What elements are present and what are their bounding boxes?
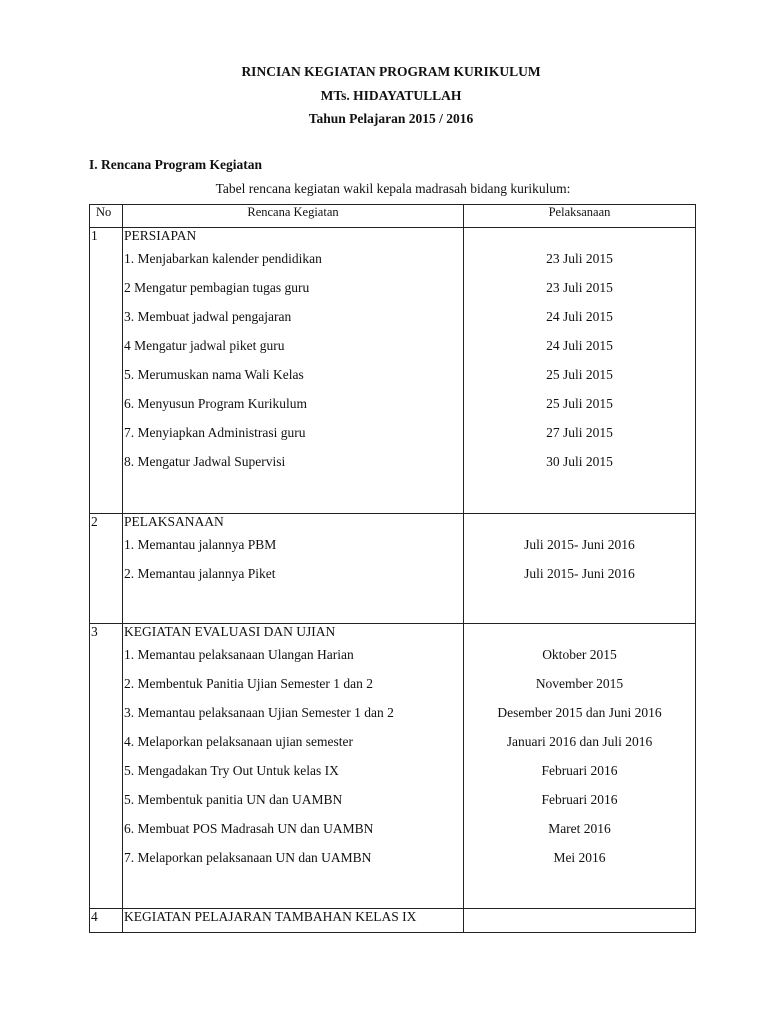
date-cell (464, 228, 696, 514)
activity-item: 3. Membuat jadwal pengajaran (124, 309, 292, 324)
activity-date: Oktober 2015 (542, 647, 617, 662)
date-cell (464, 514, 696, 624)
activity-item: 1. Menjabarkan kalender pendidikan (124, 251, 322, 266)
section-title: PELAKSANAAN (124, 514, 224, 529)
section-number: 2 (91, 514, 98, 529)
activity-date: November 2015 (535, 676, 624, 691)
activity-date: Juli 2015- Juni 2016 (524, 566, 635, 581)
activity-date: 24 Juli 2015 (546, 338, 613, 353)
activity-item: 5. Membentuk panitia UN dan UAMBN (124, 792, 343, 807)
table-intro: Tabel rencana kegiatan wakil kepala madrasah bidang kurikulum: (215, 181, 571, 196)
column-header-date: Pelaksanaan (464, 205, 696, 228)
section-number: 4 (91, 909, 98, 924)
section-number-cell (90, 228, 123, 514)
table-header-row (90, 205, 696, 228)
activity-item: 4. Melaporkan pelaksanaan ujian semester (124, 734, 354, 749)
activity-cell (123, 514, 464, 624)
activity-date: Desember 2015 dan Juni 2016 (497, 705, 662, 720)
activity-date: 30 Juli 2015 (546, 454, 613, 469)
activity-item: 2. Memantau jalannya Piket (124, 566, 276, 581)
activity-item: 6. Membuat POS Madrasah UN dan UAMBN (124, 821, 374, 836)
activity-item: 1. Memantau jalannya PBM (124, 537, 277, 552)
academic-year: Tahun Pelajaran 2015 / 2016 (308, 111, 474, 126)
section-title: PERSIAPAN (124, 228, 197, 243)
activity-date: Januari 2016 dan Juli 2016 (506, 734, 653, 749)
document-title: RINCIAN KEGIATAN PROGRAM KURIKULUM (241, 64, 541, 79)
activity-date: 27 Juli 2015 (546, 425, 613, 440)
activity-item: 1. Memantau pelaksanaan Ulangan Harian (124, 647, 354, 662)
activity-cell (123, 909, 464, 933)
activity-item: 8. Mengatur Jadwal Supervisi (124, 454, 286, 469)
activity-item: 4 Mengatur jadwal piket guru (124, 338, 285, 353)
section-number-cell (90, 514, 123, 624)
column-header-activity: Rencana Kegiatan (123, 205, 464, 228)
activity-date: Februari 2016 (541, 763, 618, 778)
section-number: 1 (91, 228, 98, 243)
activity-item: 6. Menyusun Program Kurikulum (124, 396, 307, 411)
activity-cell (123, 228, 464, 514)
activity-date: Maret 2016 (548, 821, 611, 836)
activity-item: 3. Memantau pelaksanaan Ujian Semester 1 dan 2 (124, 705, 394, 720)
activity-date: 23 Juli 2015 (546, 280, 613, 295)
activity-date: Mei 2016 (553, 850, 606, 865)
activity-date: 23 Juli 2015 (546, 251, 613, 266)
section-title: KEGIATAN EVALUASI DAN UJIAN (124, 624, 336, 639)
school-name: MTs. HIDAYATULLAH (320, 88, 462, 103)
column-header-no: No (90, 205, 123, 228)
activity-item: 2 Mengatur pembagian tugas guru (124, 280, 310, 295)
activity-date: 24 Juli 2015 (546, 309, 613, 324)
section-number-cell (90, 909, 123, 933)
table-row (90, 624, 696, 909)
section-heading: I. Rencana Program Kegiatan (89, 157, 262, 172)
activity-item: 2. Membentuk Panitia Ujian Semester 1 dan 2 (124, 676, 373, 691)
section-number: 3 (91, 624, 98, 639)
table-row (90, 514, 696, 624)
activity-date: 25 Juli 2015 (546, 367, 613, 382)
activity-item: 5. Mengadakan Try Out Untuk kelas IX (124, 763, 339, 778)
activity-cell (123, 624, 464, 909)
activity-date: 25 Juli 2015 (546, 396, 613, 411)
date-cell (464, 909, 696, 933)
activity-item: 7. Menyiapkan Administrasi guru (124, 425, 306, 440)
section-number-cell (90, 624, 123, 909)
activity-date: Juli 2015- Juni 2016 (524, 537, 635, 552)
section-title: KEGIATAN PELAJARAN TAMBAHAN KELAS IX (124, 909, 417, 924)
activity-date: Februari 2016 (541, 792, 618, 807)
activity-item: 5. Merumuskan nama Wali Kelas (124, 367, 304, 382)
table-row (90, 909, 696, 933)
table-row (90, 228, 696, 514)
activity-plan-table (89, 204, 696, 933)
activity-item: 7. Melaporkan pelaksanaan UN dan UAMBN (124, 850, 372, 865)
date-cell (464, 624, 696, 909)
